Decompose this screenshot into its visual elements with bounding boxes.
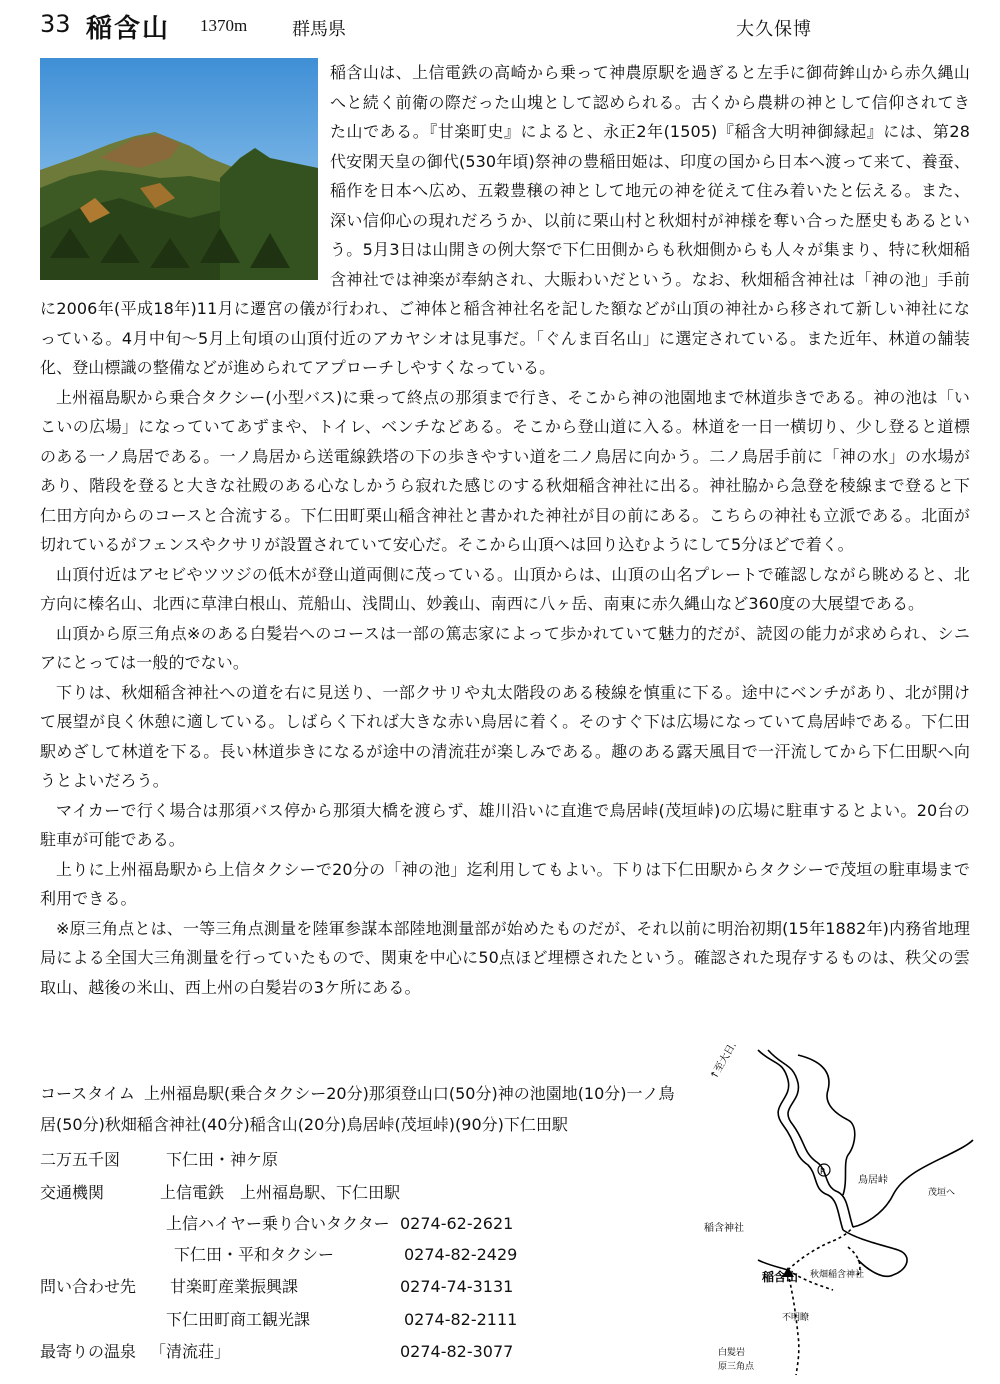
paragraph-3: 山頂付近はアセビやツツジの低木が登山道両側に茂っている。山頂からは、山頂の山名プレートで確認しながら眺めると、北方向に榛名山、北西に草津白根山、荒船山、浅間山、妙義山、南西に八ヶ岳、南東に赤久縄山など360度の大展望である。 [40,564,970,613]
course-time-line-2: 居(50分)秋畑稲含神社(40分)稲含山(20分)鳥居峠(茂垣峠)(90分)下仁田駅 [40,1115,568,1134]
taxi-2-name: 下仁田・平和タクシー [174,1245,335,1264]
onsen-label: 最寄りの温泉 [40,1342,137,1361]
route-map [698,1045,988,1380]
paragraph-6: マイカーで行く場合は那須バス停から那須大橋を渡らず、雄川沿いに直進で鳥居峠(茂垣峠)の広場に駐車するとよい。20台の駐車が可能である。 [40,800,970,849]
inquiry-1-tel: 0274-74-3131 [400,1277,514,1296]
inquiry-1-name: 甘楽町産業振興課 [170,1277,299,1296]
taxi-1-tel: 0274-62-2621 [400,1214,514,1233]
paragraph-1: 稲含山は、上信電鉄の高崎から乗って神農原駅を過ぎると左手に御荷鉾山から赤久縄山へと続く前衛の際だった山塊として認められる。古くから農耕の神として信仰されてきた山である。『甘楽町史』によると、永正2年(1505)『稲含大明神御縁起』には、第28代安閑天皇の御代(530年頃)祭神の豊稲田姫は、印度の国から日本へ渡って来て、養蚕、稲作を日本へ広め、五穀豊穣の神として地元の神を従えて住み着いたと伝える。また、深い信仰心の現れだろうか、以前に栗山村と秋畑村が神様を奪い合った歴史もあるという。5月3日は山開きの例大祭で下仁田側からも秋畑側からも人々が集まり、特に秋畑稲含神社では神楽が奉納され、大賑わいだという。なお、秋畑稲含神社は「神の池」手前に2006年(平成18年)11月に遷宮の儀が行われ、ご神体と稲含神社名を記した額などが山頂の神社から移されて新しい神社になっている。4月中旬～5月上旬頃の山頂付近のアカヤシオは見事だ。「ぐんま百名山」に選定されている。また近年、林道の舗装化、登山標識の整備などが進められてアプローチしやすくなっている。 [40,63,970,377]
paragraph-8: ※原三角点とは、一等三角点測量を陸軍参謀本部陸地測量部が始めたものだが、それ以前に明治初期(15年1882年)内務省地理局による全国大三角測量を行っていたもので、関東を中心に50点ほど埋標されたという。確認された現存するものは、秩父の雲取山、越後の米山、西上州の白髪岩の3ケ所にある。 [40,918,970,997]
map-sheet-value: 下仁田・神ケ原 [166,1150,279,1169]
course-time-row-1 [40,1082,690,1106]
prefecture: 群馬県 [292,19,346,40]
taxi-1-name: 上信ハイヤー乗り合いタクター [166,1214,390,1233]
course-time-line-1: 上州福島駅(乗合タクシー20分)那須登山口(50分)神の池園地(10分)一ノ鳥 [144,1084,675,1103]
page-header [40,8,970,42]
author: 大久保博 [736,19,812,40]
paragraph-7: 上りに上州福島駅から上信タクシーで20分の「神の池」迄利用してもよい。下りは下仁田駅からタクシーで茂垣の駐車場まで利用できる。 [40,859,970,908]
map-label-inafukumi: 稲含山 [762,1270,799,1284]
mountain-title: 稲含山 [86,14,171,44]
svg-text:P: P [820,1167,825,1176]
elevation: 1370m [200,16,248,35]
map-label-toriitoge: 鳥居峠 [858,1175,888,1186]
paragraph-4: 山頂から原三角点※のある白髪岩へのコースは一部の篤志家によって歩かれていて魅力的だが、読図の能力が求められ、シニアにとっては一般的でない。 [40,623,970,672]
paragraph-5: 下りは、秋畑稲含神社への道を右に見送り、一部クサリや丸太階段のある稜線を慎重に下る。途中にベンチがあり、北が開けて展望が良く休憩に適している。しばらく下れば大きな赤い鳥居に着く。そのすぐ下は広場になっていて鳥居峠である。下仁田駅めざして林道を下る。長い林道歩きになるが途中の清流荘が楽しみである。趣のある露天風目で一汗流してから下仁田駅へ向うとよいだろう。 [40,682,970,790]
course-time-row-2 [40,1113,690,1137]
paragraph-2: 上州福島駅から乗合タクシー(小型バス)に乗って終点の那須まで行き、そこから神の池園地まで林道歩きである。神の池は「いこいの広場」になっていてあずまや、トイレ、ベンチなどある。そこから登山道に入る。林道を一日一横切り、少し登ると道標のある一ノ鳥居である。一ノ鳥居から送電線鉄塔の下の歩きやすい道を二ノ鳥居に向かう。二ノ鳥居手前に「神の水」の水場があり、階段を登ると大きな社殿のある心なしかうら寂れた感じのする秋畑稲含神社に出る。神社脇から急登を稜線まで登ると下仁田方向からのコースと合流する。下仁田町栗山稲含神社と書かれた神社が目の前にある。こちらの神社も立派である。北面が切れているがフェンスやクサリが設置されていて安心だ。そこから山頂へは回り込むようにして5分ほどで着く。 [40,387,970,554]
map-label-shiragaiwa: 白髪岩 [718,1348,746,1358]
inquiry-2-name: 下仁田町商工観光課 [166,1310,311,1329]
course-time-label: コースタイム [40,1084,135,1103]
map-label-inafukumi-shrine: 稲含神社 [704,1223,744,1234]
map-label-akihata-shrine: 秋畑稲含神社 [810,1270,865,1280]
article-body [40,58,970,1002]
transport-value: 上信電鉄 上州福島駅、下仁田駅 [160,1183,401,1202]
inquiry-2-tel: 0274-82-2111 [404,1310,518,1329]
map-label-nasu: ↑至大日向 [708,1045,743,1082]
map-sheet-label: 二万五千図 [40,1150,121,1169]
onsen-name: 「清流荘」 [150,1342,231,1361]
taxi-2-tel: 0274-82-2429 [404,1245,518,1264]
inquiry-label: 問い合わせ先 [40,1277,137,1296]
onsen-tel: 0274-82-3077 [400,1342,514,1361]
map-label-genkakuten: 原三角点 [718,1362,755,1372]
transport-label: 交通機関 [40,1183,105,1202]
article-number: 33 [40,10,71,38]
map-label-fumeiro: 不明瞭 [782,1313,810,1323]
map-label-mogaki: 茂垣へ [928,1188,956,1198]
